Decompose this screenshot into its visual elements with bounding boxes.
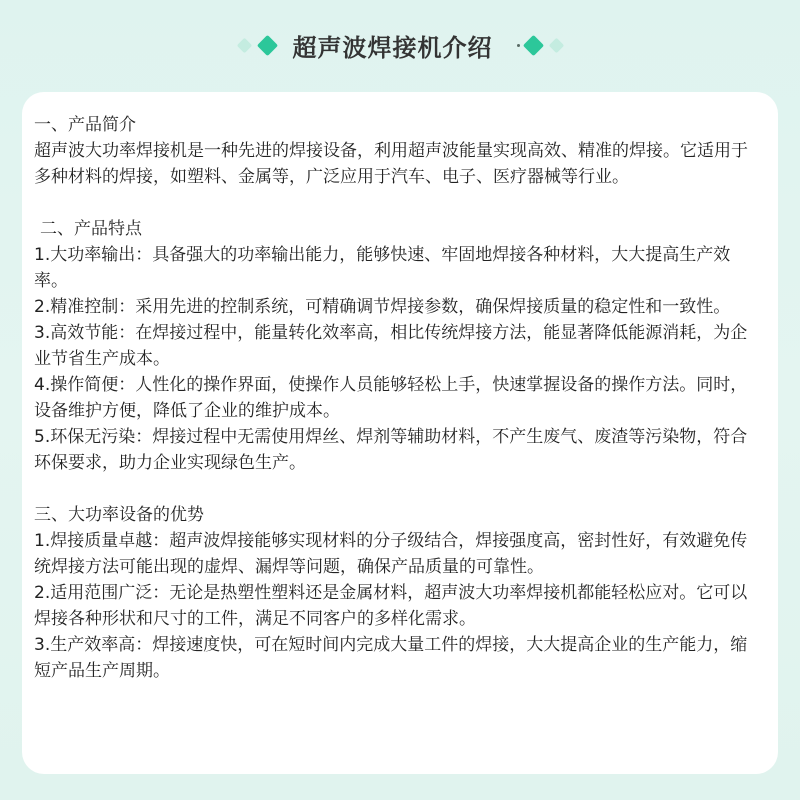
list-item: 2.适用范围广泛：无论是热塑性塑料还是金属材料，超声波大功率焊接机都能轻松应对。它可以焊接各种形状和尺寸的工件，满足不同客户的多样化需求。 [34, 583, 748, 629]
section-heading: 三、大功率设备的优势 [34, 505, 204, 525]
diamond-icon [548, 37, 564, 53]
list-item: 1.焊接质量卓越：超声波焊接能够实现材料的分子级结合，焊接强度高，密封性好，有效避免传统焊接方法可能出现的虚焊、漏焊等问题，确保产品质量的可靠性。 [34, 531, 748, 577]
diamond-icon [256, 34, 277, 55]
section-intro [34, 112, 764, 190]
paragraph: 超声波大功率焊接机是一种先进的焊接设备，利用超声波能量实现高效、精准的焊接。它适用于多种材料的焊接，如塑料、金属等，广泛应用于汽车、电子、医疗器械等行业。 [34, 141, 748, 187]
list-item: 3.高效节能：在焊接过程中，能量转化效率高，相比传统焊接方法，能显著降低能源消耗，为企业节省生产成本。 [34, 323, 748, 369]
section-advantages [34, 502, 764, 684]
section-features [34, 216, 764, 476]
page-title: 超声波焊接机介绍 [292, 33, 493, 62]
header [0, 22, 800, 68]
list-item: 1.大功率输出：具备强大的功率输出能力，能够快速、牢固地焊接各种材料，大大提高生产效率。 [34, 245, 731, 291]
diamond-icon [236, 37, 252, 53]
content-card [22, 92, 778, 774]
section-heading: 一、产品简介 [34, 115, 136, 135]
dot-icon [517, 44, 520, 47]
diamond-icon [522, 34, 543, 55]
list-item: 2.精准控制：采用先进的控制系统，可精确调节焊接参数，确保焊接质量的稳定性和一致性。 [34, 297, 731, 317]
list-item: 5.环保无污染：焊接过程中无需使用焊丝、焊剂等辅助材料，不产生废气、废渣等污染物，符合环保要求，助力企业实现绿色生产。 [34, 427, 748, 473]
section-heading: 二、产品特点 [40, 219, 142, 239]
list-item: 3.生产效率高：焊接速度快，可在短时间内完成大量工件的焊接，大大提高企业的生产能力，缩短产品生产周期。 [34, 635, 748, 681]
list-item: 4.操作简便：人性化的操作界面，使操作人员能够轻松上手，快速掌握设备的操作方法。同时，设备维护方便，降低了企业的维护成本。 [34, 375, 748, 421]
